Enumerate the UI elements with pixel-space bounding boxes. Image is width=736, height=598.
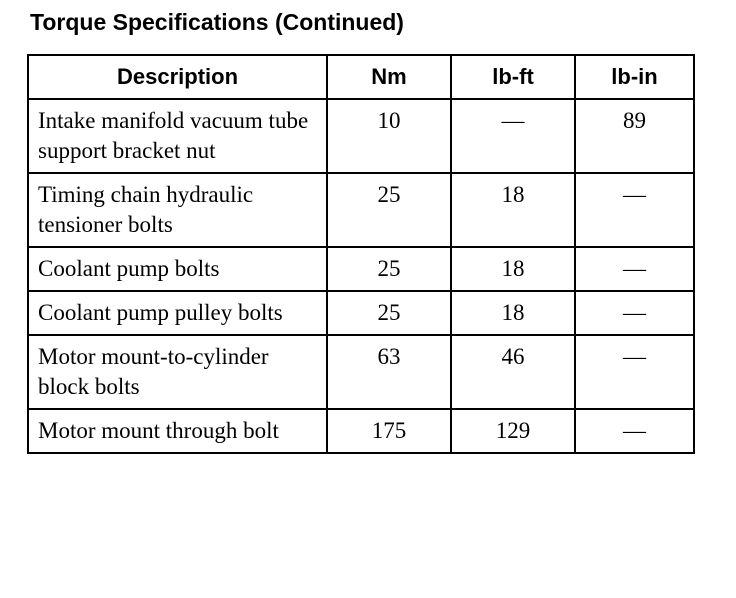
cell-nm: 25 — [327, 173, 451, 247]
table-row — [28, 173, 694, 247]
cell-lbft: 18 — [451, 247, 575, 291]
cell-nm: 25 — [327, 291, 451, 335]
cell-lbin: — — [575, 291, 694, 335]
cell-description: Motor mount-to-cylinder block bolts — [28, 335, 327, 409]
cell-lbft: 18 — [451, 291, 575, 335]
column-header-nm: Nm — [327, 55, 451, 99]
cell-lbft: 18 — [451, 173, 575, 247]
table-row — [28, 99, 694, 173]
page-title: Torque Specifications (Continued) — [30, 9, 404, 35]
cell-lbft: 46 — [451, 335, 575, 409]
cell-lbft: — — [451, 99, 575, 173]
cell-lbft: 129 — [451, 409, 575, 453]
cell-nm: 63 — [327, 335, 451, 409]
cell-lbin: — — [575, 335, 694, 409]
cell-description: Coolant pump bolts — [28, 247, 327, 291]
cell-lbin: 89 — [575, 99, 694, 173]
cell-description: Intake manifold vacuum tube support bracket nut — [28, 99, 327, 173]
table-header-row — [28, 55, 694, 99]
column-header-description: Description — [28, 55, 327, 99]
cell-nm: 175 — [327, 409, 451, 453]
torque-specifications-table — [27, 54, 695, 454]
cell-description: Motor mount through bolt — [28, 409, 327, 453]
cell-description: Timing chain hydraulic tensioner bolts — [28, 173, 327, 247]
column-header-lbft: lb-ft — [451, 55, 575, 99]
cell-lbin: — — [575, 173, 694, 247]
table-row — [28, 291, 694, 335]
table-row — [28, 247, 694, 291]
column-header-lbin: lb-in — [575, 55, 694, 99]
cell-lbin: — — [575, 409, 694, 453]
table-row — [28, 409, 694, 453]
cell-lbin: — — [575, 247, 694, 291]
cell-nm: 25 — [327, 247, 451, 291]
table-row — [28, 335, 694, 409]
cell-description: Coolant pump pulley bolts — [28, 291, 327, 335]
cell-nm: 10 — [327, 99, 451, 173]
